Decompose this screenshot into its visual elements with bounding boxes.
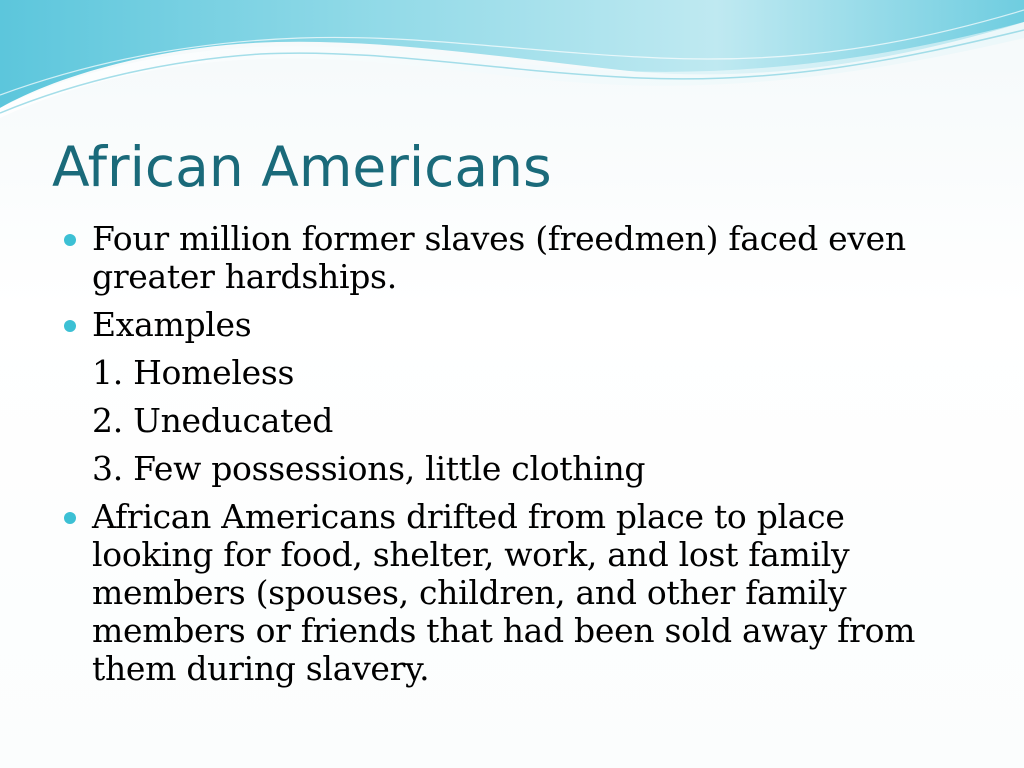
- bullet-text: Four million former slaves (freedmen) faced even greater hardships.: [92, 219, 906, 296]
- slide-content: [62, 220, 962, 698]
- slide-title: African Americans: [52, 135, 552, 199]
- sub-item: 1. Homeless: [92, 353, 295, 392]
- bullet-text: Examples: [92, 305, 252, 344]
- sub-item: 2. Uneducated: [92, 401, 334, 440]
- sub-item: 3. Few possessions, little clothing: [92, 449, 646, 488]
- bullet-dot-icon: [64, 320, 76, 332]
- bullet-item: [62, 220, 962, 296]
- bullet-dot-icon: [64, 512, 76, 524]
- bullet-item: [62, 498, 962, 688]
- bullet-dot-icon: [64, 234, 76, 246]
- bullet-item: [62, 306, 962, 344]
- bullet-text: African Americans drifted from place to place looking for food, shelter, work, and lost family members (spouses, children, and other family members or friends that had been sold away from them during slavery.: [92, 497, 916, 688]
- header-wave-decoration: [0, 0, 1024, 130]
